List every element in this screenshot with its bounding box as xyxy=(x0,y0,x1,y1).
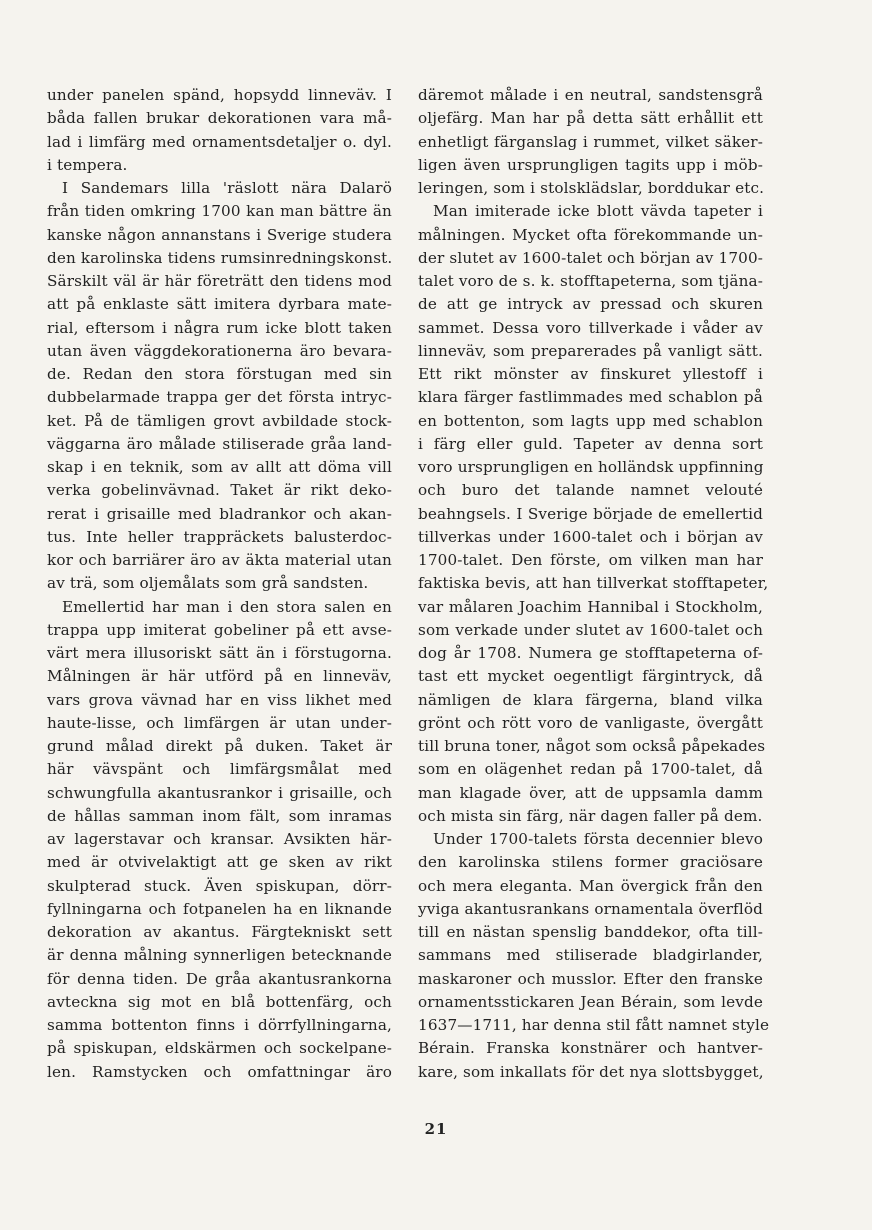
text-line: rerat i grisaille med bladrankor och akan- xyxy=(47,504,392,523)
text-line: sammet. Dessa voro tillverkade i våder av xyxy=(418,318,763,337)
text-line: fyllningarna och fotpanelen ha en liknande xyxy=(47,899,392,918)
text-line: len. Ramstycken och omfattningar äro xyxy=(47,1062,392,1081)
text-line: tillverkas under 1600-talet och i början av xyxy=(418,527,763,546)
text-line: der slutet av 1600-talet och början av 1700- xyxy=(418,248,764,267)
text-line: I Sandemars lilla 'räslott nära Dalarö xyxy=(62,179,392,197)
text-line: 1637—1711, har denna stil fått namnet style xyxy=(418,1016,770,1034)
text-line: skulpterad stuck. Även spiskupan, dörr- xyxy=(47,876,392,895)
text-line: de att ge intryck av pressad och skuren xyxy=(418,295,763,314)
text-line: målningen. Mycket ofta förekommande un- xyxy=(418,225,763,244)
text-line: lad i limfärg med ornamentsdetaljer o. dyl. xyxy=(47,132,392,151)
text-line: de hållas samman inom fält, som inramas xyxy=(47,806,392,825)
text-line: från tiden omkring 1700 kan man bättre än xyxy=(47,202,392,221)
text-line: kanske någon annanstans i Sverige studera xyxy=(47,225,392,244)
text-line: i tempera. xyxy=(47,155,128,174)
text-line: till en nästan spenslig banddekor, ofta till- xyxy=(418,923,763,941)
text-line: här vävspänt och limfärgsmålat med xyxy=(47,760,392,779)
text-line: dekoration av akantus. Färgtekniskt sett xyxy=(47,923,392,941)
text-line: en bottenton, som lagts upp med schablon xyxy=(418,411,763,430)
text-line: var målaren Joachim Hannibal i Stockholm, xyxy=(418,597,763,616)
text-line: samma bottenton finns i dörrfyllningarna, xyxy=(47,1016,392,1034)
text-line: sammans med stiliserade bladgirlander, xyxy=(418,946,763,965)
text-line: Man imiterade icke blott vävda tapeter i xyxy=(433,202,763,221)
text-line: maskaroner och musslor. Efter den franske xyxy=(418,969,763,988)
text-line: 1700-talet. Den förste, om vilken man har xyxy=(418,551,763,569)
text-line: dog år 1708. Numera ge stofftapeterna of- xyxy=(418,644,763,662)
text-line: Emellertid har man i den stora salen en xyxy=(62,597,392,616)
text-line: oljefärg. Man har på detta sätt erhållit ett xyxy=(418,109,763,128)
text-line: väggarna äro målade stiliserade gråa land- xyxy=(47,434,392,453)
text-line: den karolinska tidens rumsinredningskonst. xyxy=(47,248,393,267)
text-line: som en olägenhet redan på 1700-talet, då xyxy=(418,760,763,779)
text-line: kare, som inkallats för det nya slottsbygget, xyxy=(418,1062,764,1081)
text-line: talet voro de s. k. stofftapeterna, som tjäna- xyxy=(418,272,763,290)
text-line: verka gobelinvävnad. Taket är rikt deko- xyxy=(47,481,392,500)
text-line: faktiska bevis, att han tillverkat stofftapeter, xyxy=(418,574,769,593)
text-line: och mista sin färg, när dagen faller på dem. xyxy=(418,806,763,825)
text-line: den karolinska stilens former graciösare xyxy=(418,853,763,872)
text-line: under panelen spänd, hopsydd linneväv. I xyxy=(47,86,392,104)
right-text-column xyxy=(418,84,770,1084)
text-line: Målningen är här utförd på en linneväv, xyxy=(47,667,392,686)
text-line: utan även väggdekorationerna äro bevara- xyxy=(47,341,392,360)
text-line: voro ursprungligen en holländsk uppfinning xyxy=(418,458,764,476)
text-line: till bruna toner, något som också påpekades xyxy=(418,737,766,755)
text-line: Bérain. Franska konstnärer och hantver- xyxy=(418,1039,763,1058)
text-line: beahngsels. I Sverige började de emellertid xyxy=(418,504,763,523)
text-line: i färg eller guld. Tapeter av denna sort xyxy=(418,434,763,453)
text-line: leringen, som i stolsklädslar, borddukar etc. xyxy=(418,179,765,197)
text-line: nämligen de klara färgerna, bland vilka xyxy=(418,690,763,709)
text-line: haute-lisse, och limfärgen är utan under- xyxy=(47,713,392,732)
text-line: tus. Inte heller trappräckets balusterdoc- xyxy=(47,527,392,546)
text-line: och mera eleganta. Man övergick från den xyxy=(418,876,763,895)
text-line: man klagade över, att de uppsamla damm xyxy=(418,783,763,802)
text-line: båda fallen brukar dekorationen vara må- xyxy=(47,109,392,128)
text-line: rial, eftersom i några rum icke blott taken xyxy=(47,318,392,337)
text-line: däremot målade i en neutral, sandstensgrå xyxy=(418,86,763,104)
text-line: klara färger fastlimmades med schablon på xyxy=(418,388,763,407)
text-line: är denna målning synnerligen betecknande xyxy=(47,946,392,965)
text-line: ornamentsstickaren Jean Bérain, som levde xyxy=(418,992,763,1011)
text-line: schwungfulla akantusrankor i grisaille, och xyxy=(47,783,392,802)
text-line: enhetligt färganslag i rummet, vilket säker- xyxy=(418,132,763,151)
left-text-column xyxy=(47,84,392,1084)
text-line: värt mera illusoriskt sätt än i förstugorna. xyxy=(47,644,392,662)
text-line: vars grova vävnad har en viss likhet med xyxy=(47,690,392,709)
text-line: grönt och rött voro de vanligaste, övergått xyxy=(418,713,763,732)
text-line: att på enklaste sätt imitera dyrbara mate- xyxy=(47,295,392,314)
text-line: med är otvivelaktigt att ge sken av rikt xyxy=(47,853,392,872)
text-line: av lagerstavar och kransar. Avsikten här- xyxy=(47,830,392,848)
text-line: linneväv, som preparerades på vanligt sätt. xyxy=(418,341,763,360)
text-line: tast ett mycket oegentligt färgintryck, då xyxy=(418,667,763,686)
text-line: som verkade under slutet av 1600-talet och xyxy=(418,620,763,639)
text-line: grund målad direkt på duken. Taket är xyxy=(47,737,392,755)
text-line: dubbelarmade trappa ger det första intryc- xyxy=(47,388,392,407)
text-line: kor och barriärer äro av äkta material utan xyxy=(47,551,392,569)
page-number: 21 xyxy=(424,1120,448,1138)
text-line: yviga akantusrankans ornamentala överflöd xyxy=(418,899,763,918)
text-line: och buro det talande namnet velouté xyxy=(418,481,763,500)
text-line: på spiskupan, eldskärmen och sockelpane- xyxy=(47,1039,392,1058)
text-line: av trä, som oljemålats som grå sandsten. xyxy=(47,574,369,593)
text-line: ket. På de tämligen grovt avbildade stock- xyxy=(47,411,392,430)
text-line: Särskilt väl är här företrätt den tidens mod xyxy=(47,272,392,290)
text-line: trappa upp imiterat gobeliner på ett avse- xyxy=(47,620,392,639)
text-line: Under 1700-talets första decennier blevo xyxy=(433,830,763,848)
text-line: avteckna sig mot en blå bottenfärg, och xyxy=(47,992,392,1011)
text-line: för denna tiden. De gråa akantusrankorna xyxy=(47,969,392,988)
text-line: de. Redan den stora förstugan med sin xyxy=(47,365,392,383)
text-line: skap i en teknik, som av allt att döma vill xyxy=(47,458,392,476)
text-line: Ett rikt mönster av finskuret yllestoff i xyxy=(418,365,763,383)
text-line: ligen även ursprungligen tagits upp i möb- xyxy=(418,155,763,174)
